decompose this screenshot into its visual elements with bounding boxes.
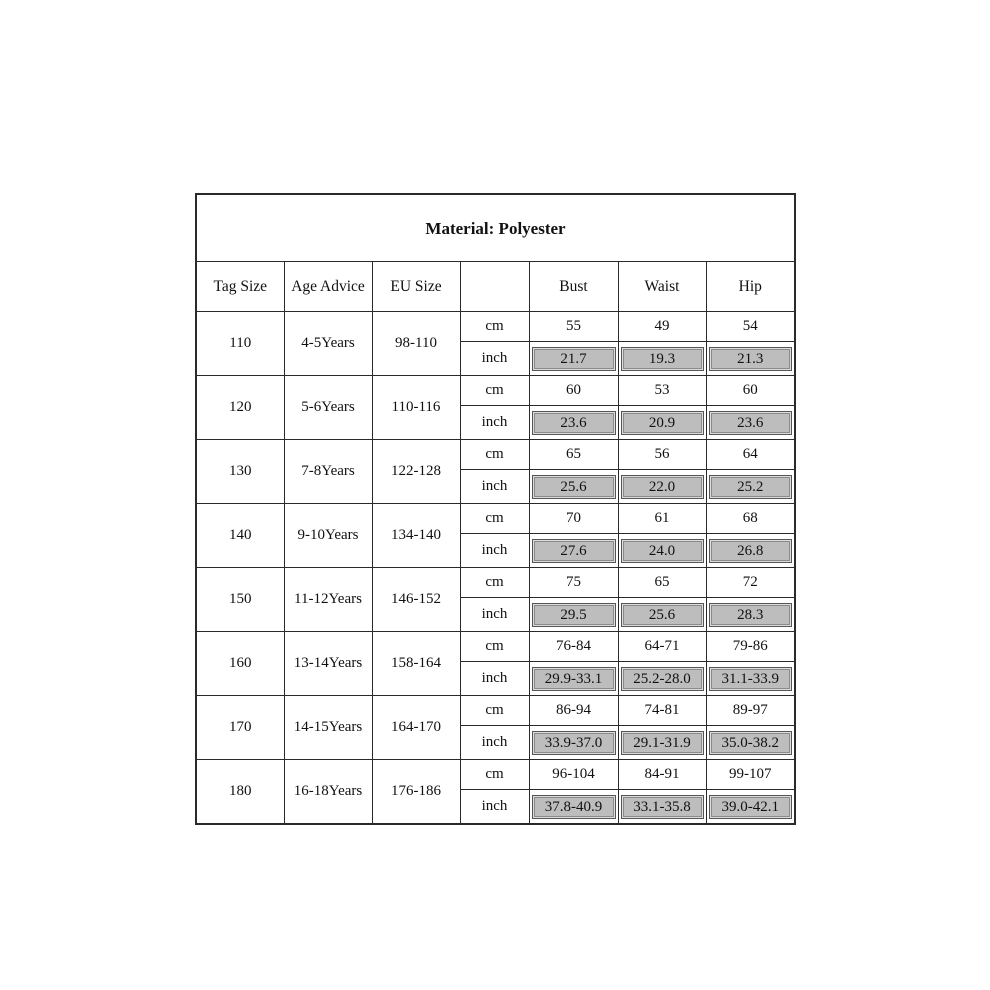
waist-cm-cell: 74-81 — [618, 696, 706, 726]
hip-cm-cell: 99-107 — [706, 760, 795, 790]
age-advice-cell: 7-8Years — [284, 440, 372, 504]
bust-inch-cell — [529, 662, 618, 696]
unit-inch-label: inch — [460, 662, 529, 696]
unit-cm-label: cm — [460, 632, 529, 662]
eu-size-cell: 164-170 — [372, 696, 460, 760]
hip-inch-cell — [706, 406, 795, 440]
hip-cm-cell: 89-97 — [706, 696, 795, 726]
age-advice-cell: 9-10Years — [284, 504, 372, 568]
tag-size-cell: 110 — [196, 312, 284, 376]
hip-inch-cell — [706, 534, 795, 568]
eu-size-cell: 110-116 — [372, 376, 460, 440]
hip-inch-cell — [706, 790, 795, 825]
bust-cm-cell: 70 — [529, 504, 618, 534]
bust-inch-value: 29.9-33.1 — [532, 667, 616, 691]
unit-inch-label: inch — [460, 598, 529, 632]
bust-inch-value: 33.9-37.0 — [532, 731, 616, 755]
age-advice-cell: 5-6Years — [284, 376, 372, 440]
size-row-cm — [196, 568, 795, 598]
age-advice-cell: 14-15Years — [284, 696, 372, 760]
size-row-cm — [196, 504, 795, 534]
age-advice-cell: 16-18Years — [284, 760, 372, 825]
unit-cm-label: cm — [460, 312, 529, 342]
size-row-cm — [196, 440, 795, 470]
tag-size-cell: 120 — [196, 376, 284, 440]
waist-inch-value: 20.9 — [621, 411, 704, 435]
unit-cm-label: cm — [460, 440, 529, 470]
size-row-cm — [196, 632, 795, 662]
header-hip: Hip — [706, 262, 795, 312]
waist-cm-cell: 65 — [618, 568, 706, 598]
bust-cm-cell: 76-84 — [529, 632, 618, 662]
hip-cm-cell: 64 — [706, 440, 795, 470]
eu-size-cell: 146-152 — [372, 568, 460, 632]
waist-inch-cell — [618, 726, 706, 760]
hip-inch-value: 28.3 — [709, 603, 793, 627]
bust-inch-value: 21.7 — [532, 347, 616, 371]
waist-cm-cell: 84-91 — [618, 760, 706, 790]
waist-inch-value: 25.6 — [621, 603, 704, 627]
size-row-cm — [196, 696, 795, 726]
chart-title: Material: Polyester — [196, 194, 795, 262]
waist-inch-cell — [618, 406, 706, 440]
bust-inch-value: 25.6 — [532, 475, 616, 499]
eu-size-cell: 158-164 — [372, 632, 460, 696]
unit-cm-label: cm — [460, 568, 529, 598]
unit-inch-label: inch — [460, 534, 529, 568]
unit-inch-label: inch — [460, 790, 529, 825]
waist-inch-value: 25.2-28.0 — [621, 667, 704, 691]
waist-inch-cell — [618, 342, 706, 376]
size-row-cm — [196, 376, 795, 406]
bust-cm-cell: 65 — [529, 440, 618, 470]
waist-inch-value: 19.3 — [621, 347, 704, 371]
waist-inch-value: 24.0 — [621, 539, 704, 563]
bust-inch-cell — [529, 726, 618, 760]
waist-inch-value: 22.0 — [621, 475, 704, 499]
hip-inch-value: 35.0-38.2 — [709, 731, 793, 755]
bust-cm-cell: 75 — [529, 568, 618, 598]
waist-cm-cell: 53 — [618, 376, 706, 406]
hip-inch-cell — [706, 726, 795, 760]
waist-cm-cell: 56 — [618, 440, 706, 470]
waist-inch-cell — [618, 598, 706, 632]
hip-inch-cell — [706, 662, 795, 696]
tag-size-cell: 140 — [196, 504, 284, 568]
header-unit — [460, 262, 529, 312]
tag-size-cell: 160 — [196, 632, 284, 696]
waist-inch-value: 29.1-31.9 — [621, 731, 704, 755]
unit-inch-label: inch — [460, 406, 529, 440]
age-advice-cell: 11-12Years — [284, 568, 372, 632]
waist-cm-cell: 64-71 — [618, 632, 706, 662]
unit-inch-label: inch — [460, 726, 529, 760]
unit-cm-label: cm — [460, 504, 529, 534]
unit-inch-label: inch — [460, 470, 529, 504]
tag-size-cell: 130 — [196, 440, 284, 504]
eu-size-cell: 134-140 — [372, 504, 460, 568]
hip-inch-cell — [706, 342, 795, 376]
hip-cm-cell: 54 — [706, 312, 795, 342]
hip-inch-cell — [706, 598, 795, 632]
size-row-cm — [196, 760, 795, 790]
waist-inch-cell — [618, 534, 706, 568]
header-waist: Waist — [618, 262, 706, 312]
hip-cm-cell: 68 — [706, 504, 795, 534]
bust-cm-cell: 55 — [529, 312, 618, 342]
hip-cm-cell: 79-86 — [706, 632, 795, 662]
bust-inch-cell — [529, 470, 618, 504]
hip-inch-cell — [706, 470, 795, 504]
tag-size-cell: 170 — [196, 696, 284, 760]
bust-inch-value: 29.5 — [532, 603, 616, 627]
bust-inch-cell — [529, 534, 618, 568]
unit-cm-label: cm — [460, 376, 529, 406]
hip-inch-value: 21.3 — [709, 347, 793, 371]
age-advice-cell: 4-5Years — [284, 312, 372, 376]
hip-inch-value: 26.8 — [709, 539, 793, 563]
hip-cm-cell: 72 — [706, 568, 795, 598]
bust-inch-cell — [529, 790, 618, 825]
bust-cm-cell: 86-94 — [529, 696, 618, 726]
header-age-advice: Age Advice — [284, 262, 372, 312]
bust-inch-cell — [529, 598, 618, 632]
unit-cm-label: cm — [460, 760, 529, 790]
unit-cm-label: cm — [460, 696, 529, 726]
bust-inch-value: 23.6 — [532, 411, 616, 435]
size-chart-table — [195, 193, 796, 825]
bust-inch-cell — [529, 342, 618, 376]
hip-inch-value: 39.0-42.1 — [709, 795, 793, 819]
header-row — [196, 262, 795, 312]
unit-inch-label: inch — [460, 342, 529, 376]
waist-inch-cell — [618, 662, 706, 696]
bust-inch-cell — [529, 406, 618, 440]
waist-inch-cell — [618, 470, 706, 504]
bust-cm-cell: 96-104 — [529, 760, 618, 790]
hip-cm-cell: 60 — [706, 376, 795, 406]
waist-inch-cell — [618, 790, 706, 825]
bust-cm-cell: 60 — [529, 376, 618, 406]
eu-size-cell: 98-110 — [372, 312, 460, 376]
eu-size-cell: 122-128 — [372, 440, 460, 504]
waist-inch-value: 33.1-35.8 — [621, 795, 704, 819]
waist-cm-cell: 61 — [618, 504, 706, 534]
size-row-cm — [196, 312, 795, 342]
hip-inch-value: 31.1-33.9 — [709, 667, 793, 691]
waist-cm-cell: 49 — [618, 312, 706, 342]
title-row — [196, 194, 795, 262]
header-eu-size: EU Size — [372, 262, 460, 312]
eu-size-cell: 176-186 — [372, 760, 460, 825]
tag-size-cell: 150 — [196, 568, 284, 632]
header-bust: Bust — [529, 262, 618, 312]
hip-inch-value: 25.2 — [709, 475, 793, 499]
bust-inch-value: 27.6 — [532, 539, 616, 563]
bust-inch-value: 37.8-40.9 — [532, 795, 616, 819]
tag-size-cell: 180 — [196, 760, 284, 825]
hip-inch-value: 23.6 — [709, 411, 793, 435]
age-advice-cell: 13-14Years — [284, 632, 372, 696]
header-tag-size: Tag Size — [196, 262, 284, 312]
